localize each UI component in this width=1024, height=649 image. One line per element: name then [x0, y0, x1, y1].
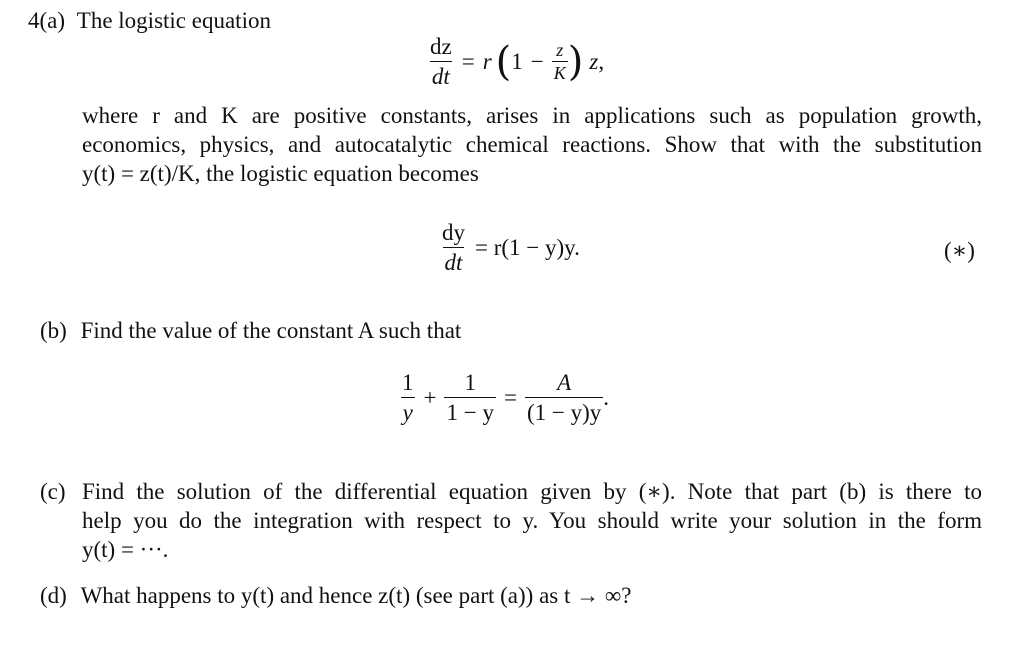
eq1-equals: = [461, 49, 475, 74]
part-a-line-1: where r and K are positive constants, arises in applications such as population growth, [82, 103, 982, 128]
part-d-label: (d) [40, 583, 67, 608]
eq3-equals: = [503, 385, 517, 410]
eq1-paren-open: ( [495, 38, 512, 85]
part-a-title: The logistic equation [76, 8, 271, 33]
eq1-inner-num: z [556, 40, 564, 60]
part-a-line-2: economics, physics, and autocatalytic chemical reactions. Show that with the substitution [82, 132, 982, 157]
part-c-line-3: y(t) = ···. [82, 537, 169, 562]
eq3-period: . [603, 385, 609, 410]
eq2-rhs: = r(1 − y)y. [475, 235, 580, 260]
eq3-fraction-1 [400, 368, 416, 427]
eq3-fraction-3 [525, 368, 603, 427]
part-d [40, 581, 631, 610]
part-a-label: 4(a) [28, 8, 66, 33]
eq3-f3-den: (1 − y)y [525, 397, 603, 427]
eq1-inner-den: K [553, 63, 566, 83]
part-c-line-1: Find the solution of the differential equation given by (∗). Note that part (b) is there to [82, 479, 982, 504]
part-a-heading [28, 6, 271, 35]
part-c-paragraph [82, 477, 982, 564]
eq2-lhs-den: dt [443, 247, 465, 277]
eq3-f2-den: 1 − y [444, 397, 495, 427]
eq1-minus: − [530, 49, 544, 74]
part-a-paragraph [82, 101, 982, 188]
eq1-paren-close: ) [567, 38, 584, 85]
equation-tag-star: (∗) [944, 238, 975, 263]
logistic-equation [428, 32, 604, 91]
eq1-one: 1 [511, 49, 523, 74]
part-c-line-2: help you do the integration with respect to y. You should write your solution in the form [82, 508, 982, 533]
eq3-f2-num: 1 [464, 370, 476, 395]
eq2-lhs-num: dy [442, 220, 465, 245]
partial-fraction-equation [400, 368, 609, 427]
eq1-lhs-fraction [428, 32, 454, 91]
eq1-z: z [589, 49, 599, 74]
eq1-lhs-den: dt [430, 61, 452, 91]
eq3-f1-num: 1 [402, 370, 414, 395]
part-c-label: (c) [40, 479, 66, 504]
eq3-plus: + [423, 385, 437, 410]
eq3-f1-den: y [401, 397, 415, 427]
part-a-line-3: y(t) = z(t)/K, the logistic equation becomes [82, 161, 479, 186]
eq1-inner-fraction [552, 39, 568, 84]
eq3-f3-num: A [557, 370, 572, 395]
eq1-comma: , [598, 49, 605, 74]
eq3-fraction-2 [444, 368, 495, 427]
eq2-lhs-fraction [440, 218, 467, 277]
transformed-equation [440, 218, 580, 277]
eq1-lhs-num: dz [430, 34, 452, 59]
eq1-r: r [482, 49, 492, 74]
part-d-text: What happens to y(t) and hence z(t) (see part (a)) as t → ∞? [80, 583, 632, 608]
part-b-text: Find the value of the constant A such that [80, 318, 462, 343]
part-b-label: (b) [40, 318, 67, 343]
part-b [40, 316, 461, 345]
